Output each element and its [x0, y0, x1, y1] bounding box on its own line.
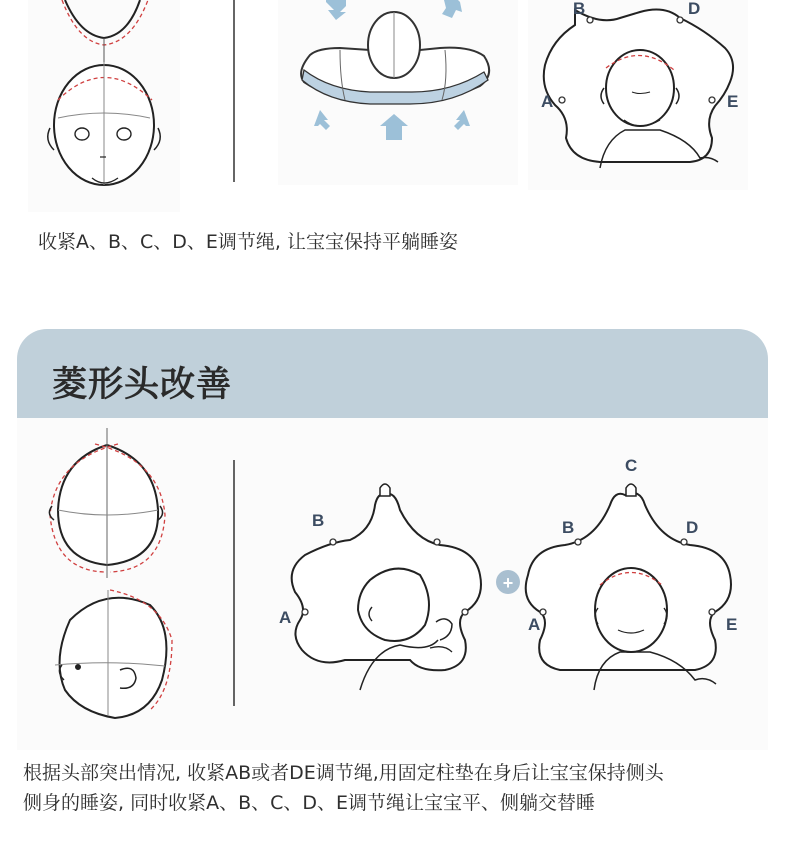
baby-face-front — [48, 62, 161, 185]
bottom-caption-line1: 根据头部突出情况, 收紧AB或者DE调节绳,用固定柱垫在身后让宝宝保持侧头 — [23, 762, 664, 784]
label-d-top: D — [688, 0, 701, 18]
head-diagram-side-view — [55, 590, 172, 718]
label-c-front: C — [625, 456, 638, 475]
label-b-front: B — [562, 518, 575, 537]
label-d-front: D — [686, 518, 699, 537]
head-diagram-top-view — [49, 428, 165, 578]
label-a-top: A — [541, 92, 554, 111]
label-e-top: E — [727, 92, 739, 111]
label-e-front: E — [726, 615, 738, 634]
label-b-top: B — [573, 0, 586, 18]
head-diagram-top — [62, 0, 148, 62]
plus-icon-glyph: + — [502, 573, 514, 593]
pillow-side-view — [301, 12, 489, 104]
label-a-side: A — [279, 608, 292, 627]
label-b-side: B — [312, 511, 325, 530]
label-a-front: A — [528, 615, 541, 634]
bottom-caption-line2: 侧身的睡姿, 同时收紧A、B、C、D、E调节绳让宝宝平、侧躺交替睡 — [23, 792, 596, 814]
section-title: 菱形头改善 — [52, 365, 233, 405]
top-caption: 收紧A、B、C、D、E调节绳, 让宝宝保持平躺睡姿 — [38, 231, 459, 253]
